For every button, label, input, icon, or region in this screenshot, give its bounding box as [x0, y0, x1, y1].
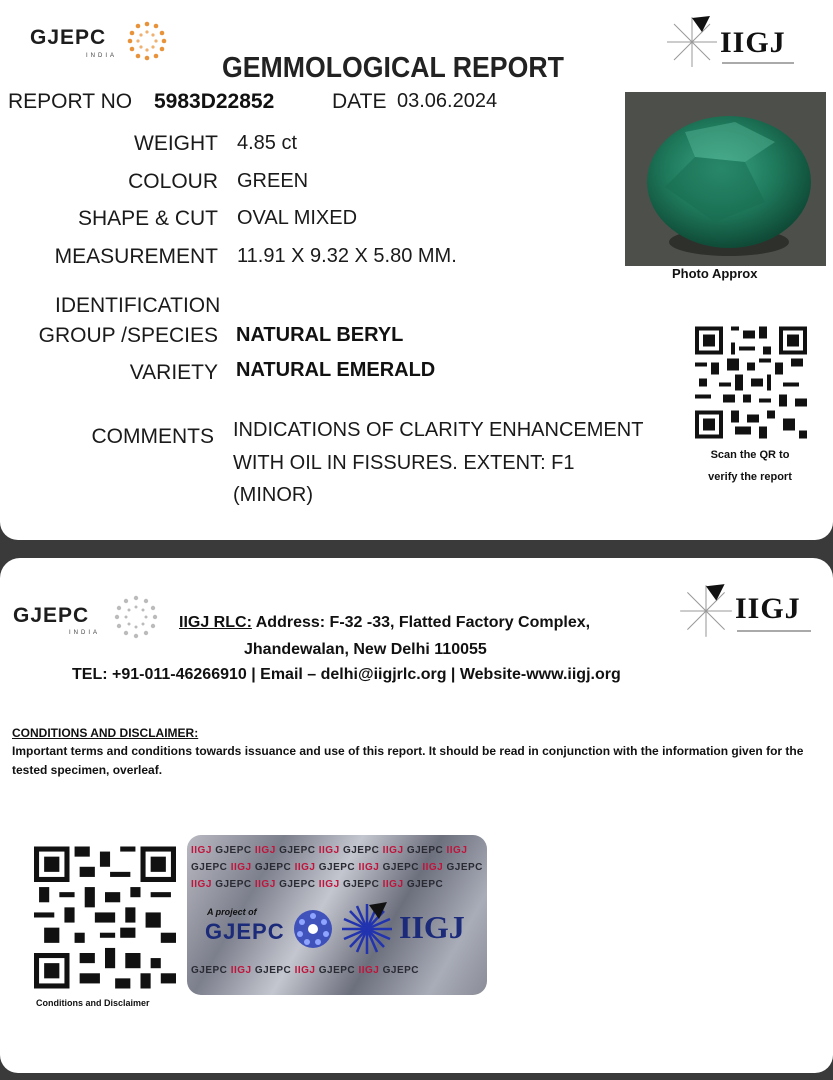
back-qr-code-icon	[34, 845, 176, 990]
gjepc-logo-sub: INDIA	[86, 53, 118, 59]
back-iigj-logo-text: IIGJ	[735, 592, 801, 625]
back-iigj-diamond-icon	[675, 580, 737, 642]
back-iigj-logo-underline	[737, 630, 811, 632]
identification-label: IDENTIFICATION	[55, 294, 221, 317]
shape-label: SHAPE & CUT	[77, 207, 218, 230]
qr-code-icon	[695, 325, 807, 440]
qr-caption-line-1: Scan the QR to	[710, 449, 790, 461]
group-species-label: GROUP /SPECIES	[38, 324, 218, 347]
address-label: IIGJ RLC:	[179, 614, 252, 631]
holo-pattern-row-3: IIGJ GJEPC IIGJ GJEPC IIGJ GJEPC IIGJ GJEPC	[191, 879, 444, 890]
iigj-diamond-icon	[662, 12, 722, 72]
comments-line-2: WITH OIL IN FISSURES. EXTENT: F1	[233, 452, 575, 474]
holo-gjepc-text: GJEPC	[205, 919, 285, 944]
conditions-heading: CONDITIONS AND DISCLAIMER:	[12, 726, 199, 740]
holo-tagline: A project of	[207, 907, 257, 917]
weight-label: WEIGHT	[134, 132, 218, 155]
emerald-image	[625, 92, 826, 266]
contact-line: TEL: +91-011-46266910 | Email – delhi@iigjrlc.org | Website-www.iigj.org	[72, 666, 621, 683]
weight-value: 4.85 ct	[237, 132, 298, 154]
gem-photo	[625, 92, 826, 266]
variety-value: NATURAL EMERALD	[236, 359, 436, 381]
back-gjepc-logo	[13, 604, 101, 636]
holo-pattern-row-2: GJEPC IIGJ GJEPC IIGJ GJEPC IIGJ GJEPC IIGJ GJEPC	[191, 862, 483, 873]
address-line-1	[179, 614, 590, 632]
shape-value: OVAL MIXED	[237, 207, 358, 229]
back-gjepc-sunburst-icon	[109, 590, 163, 644]
hologram-sticker	[187, 835, 487, 995]
photo-caption: Photo Approx	[672, 266, 758, 281]
back-gjepc-logo-text: GJEPC	[13, 604, 90, 627]
gjepc-logo-text: GJEPC	[30, 26, 107, 49]
holo-gjepc-flower-icon	[291, 907, 335, 951]
comments-line-1: INDICATIONS OF CLARITY ENHANCEMENT	[233, 419, 644, 441]
address-line-2: Jhandewalan, New Delhi 110055	[244, 641, 487, 658]
disclaimer-qr-code[interactable]	[34, 845, 176, 990]
gjepc-sunburst-icon	[122, 16, 172, 66]
disclaimer-qr-caption: Conditions and Disclaimer	[36, 998, 150, 1008]
variety-label: VARIETY	[129, 361, 218, 384]
gjepc-logo	[30, 26, 118, 59]
verify-qr-code[interactable]	[695, 325, 807, 440]
comments-line-3: (MINOR)	[233, 484, 313, 506]
iigj-logo-text: IIGJ	[720, 26, 786, 59]
colour-label: COLOUR	[128, 170, 218, 193]
measurement-value: 11.91 X 9.32 X 5.80 MM.	[237, 245, 457, 267]
comments-label: COMMENTS	[91, 425, 214, 448]
report-no-value: 5983D22852	[154, 90, 275, 113]
report-title: GEMMOLOGICAL REPORT	[222, 52, 564, 84]
iigj-logo	[662, 12, 812, 72]
holo-pattern-row-1: IIGJ GJEPC IIGJ GJEPC IIGJ GJEPC IIGJ GJEPC IIGJ	[191, 845, 468, 856]
date-label: DATE	[332, 90, 387, 113]
address-text-1: Address: F-32 -33, Flatted Factory Complex,	[255, 614, 591, 631]
group-species-value: NATURAL BERYL	[236, 324, 404, 346]
qr-caption-line-2: verify the report	[708, 471, 792, 483]
back-gjepc-logo-sub: INDIA	[69, 630, 101, 636]
iigj-logo-underline	[722, 62, 794, 64]
holo-pattern-row-4: GJEPC IIGJ GJEPC IIGJ GJEPC IIGJ GJEPC	[191, 965, 420, 976]
conditions-text: Important terms and conditions towards issuance and use of this report. It should be read in conjunction with the information given for the tested specimen, overleaf.	[12, 744, 804, 777]
date-value: 03.06.2024	[397, 90, 498, 112]
holo-iigj-burst-icon	[337, 899, 397, 959]
colour-value: GREEN	[237, 170, 309, 192]
measurement-label: MEASUREMENT	[54, 245, 218, 268]
back-iigj-logo	[675, 578, 825, 642]
report-no-label: REPORT NO	[8, 90, 133, 113]
holo-iigj-text: IIGJ	[399, 909, 465, 945]
